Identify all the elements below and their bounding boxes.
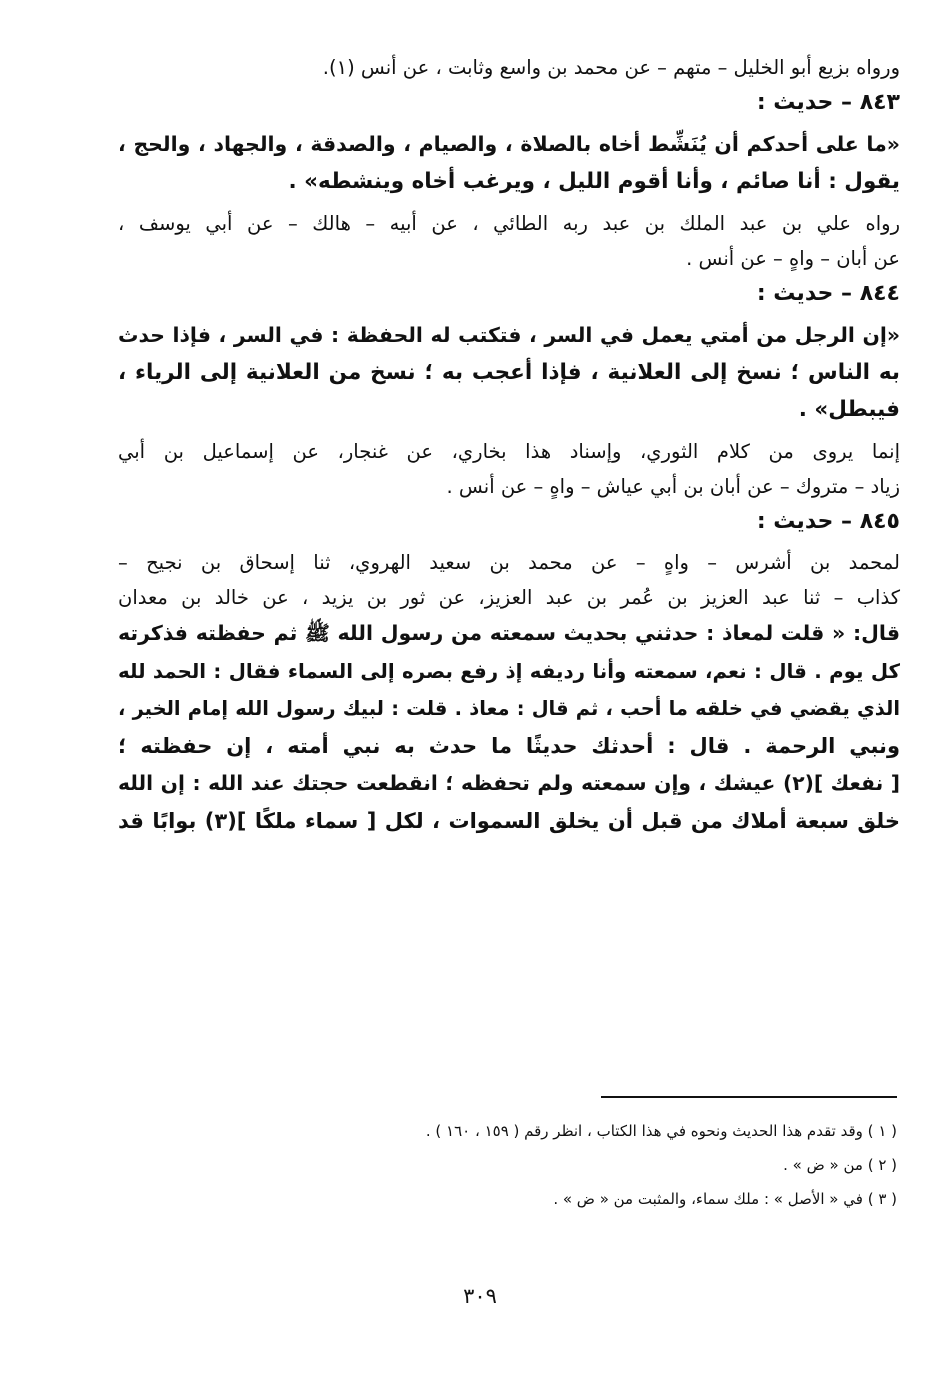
- footnote-separator: [601, 1096, 897, 1098]
- hadith-843-narration-line: عن أبان – واهٍ – عن أنس .: [686, 247, 900, 270]
- hadith-845-line: كل يوم . قال : نعم، سمعته وأنا رديفه إذ رفع بصره إلى السماء فقال : الحمد لله: [118, 659, 900, 683]
- hadith-845-line: ونبي الرحمة . قال : أحدثك حديثًا ما حدث به نبي أمته ، إن حفظته ؛: [118, 733, 900, 758]
- hadith-844-line: «إن الرجل من أمتي يعمل في السر ، فتكتب له الحفظة : في السر ، فإذا حدث: [118, 323, 900, 347]
- hadith-845-text: [118, 615, 900, 841]
- hadith-845-narration-line: كذاب – ثنا عبد العزيز بن عُمر بن عبد العزيز، عن ثور بن يزيد ، عن خالد بن معدان: [118, 586, 900, 609]
- page-body: [118, 50, 900, 841]
- hadith-843-heading: ٨٤٣ – حديث :: [756, 90, 900, 115]
- hadith-845-narration-line: لمحمد بن أشرس – واهٍ – عن محمد بن سعيد الهروي، ثنا إسحاق بن نجيح –: [118, 551, 900, 574]
- hadith-844-text: [118, 317, 900, 428]
- hadith-845-heading: ٨٤٥ – حديث :: [756, 509, 900, 534]
- hadith-845-narration: [118, 545, 900, 615]
- page-number: ٣٠٩: [463, 1284, 497, 1308]
- hadith-844-heading: ٨٤٤ – حديث :: [756, 281, 900, 306]
- hadith-843-narration-line: رواه علي بن عبد الملك بن عبد ربه الطائي ، عن أبيه – هالك – عن أبي يوسف ،: [118, 212, 900, 235]
- footnote-3: ( ٣ ) في « الأصل » : ملك سماء، والمثبت من « ض » .: [553, 1190, 897, 1208]
- hadith-844-narration-line: إنما يروى من كلام الثوري، وإسناد هذا بخاري، عن غنجار، عن إسماعيل بن أبي: [118, 440, 900, 463]
- hadith-843-line: «ما على أحدكم أن يُنَشِّط أخاه بالصلاة ، والصيام ، والصدقة ، والجهاد ، والحج ،: [118, 132, 900, 156]
- hadith-845-line: خلق سبعة أملاك من قبل أن يخلق السموات ، لكل [ سماء ملكًا ](٣) بوابًا قد: [118, 808, 900, 833]
- footnote-1: ( ١ ) وقد تقدم هذا الحديث ونحوه في هذا الكتاب ، انظر رقم ( ١٥٩ ، ١٦٠ ) .: [425, 1122, 897, 1140]
- hadith-844-line: فيبطل» .: [798, 397, 900, 422]
- hadith-844-narration: [118, 434, 900, 504]
- hadith-844-narration-line: زياد – متروك – عن أبان بن أبي عياش – واهٍ – عن أنس .: [446, 475, 900, 498]
- hadith-845-line: [ نفعك ](٢) عيشك ، وإن سمعته ولم تحفظه ؛ انقطعت حجتك عند الله : إن الله: [118, 771, 900, 796]
- footnotes: [300, 1114, 897, 1216]
- intro-line: ورواه بزيع أبو الخليل – متهم – عن محمد بن واسع وثابت ، عن أنس (١).: [322, 56, 900, 79]
- footnote-2: ( ٢ ) من « ض » .: [783, 1156, 897, 1174]
- hadith-843-text: [118, 126, 900, 200]
- hadith-843-narration: [118, 206, 900, 276]
- hadith-843-line: يقول : أنا صائم ، وأنا أقوم الليل ، ويرغب أخاه وينشطه» .: [288, 169, 900, 194]
- hadith-845-line: قال: « قلت لمعاذ : حدثني بحديث سمعته من رسول الله ﷺ ثم حفظته فذكرته: [118, 621, 900, 645]
- hadith-845-line: الذي يقضي في خلقه ما أحب ، ثم قال : معاذ . قلت : لبيك رسول الله إمام الخير ،: [118, 697, 900, 721]
- hadith-844-line: به الناس ؛ نسخ إلى العلانية ، فإذا أعجب به ؛ نسخ من العلانية إلى الرياء ،: [118, 360, 900, 385]
